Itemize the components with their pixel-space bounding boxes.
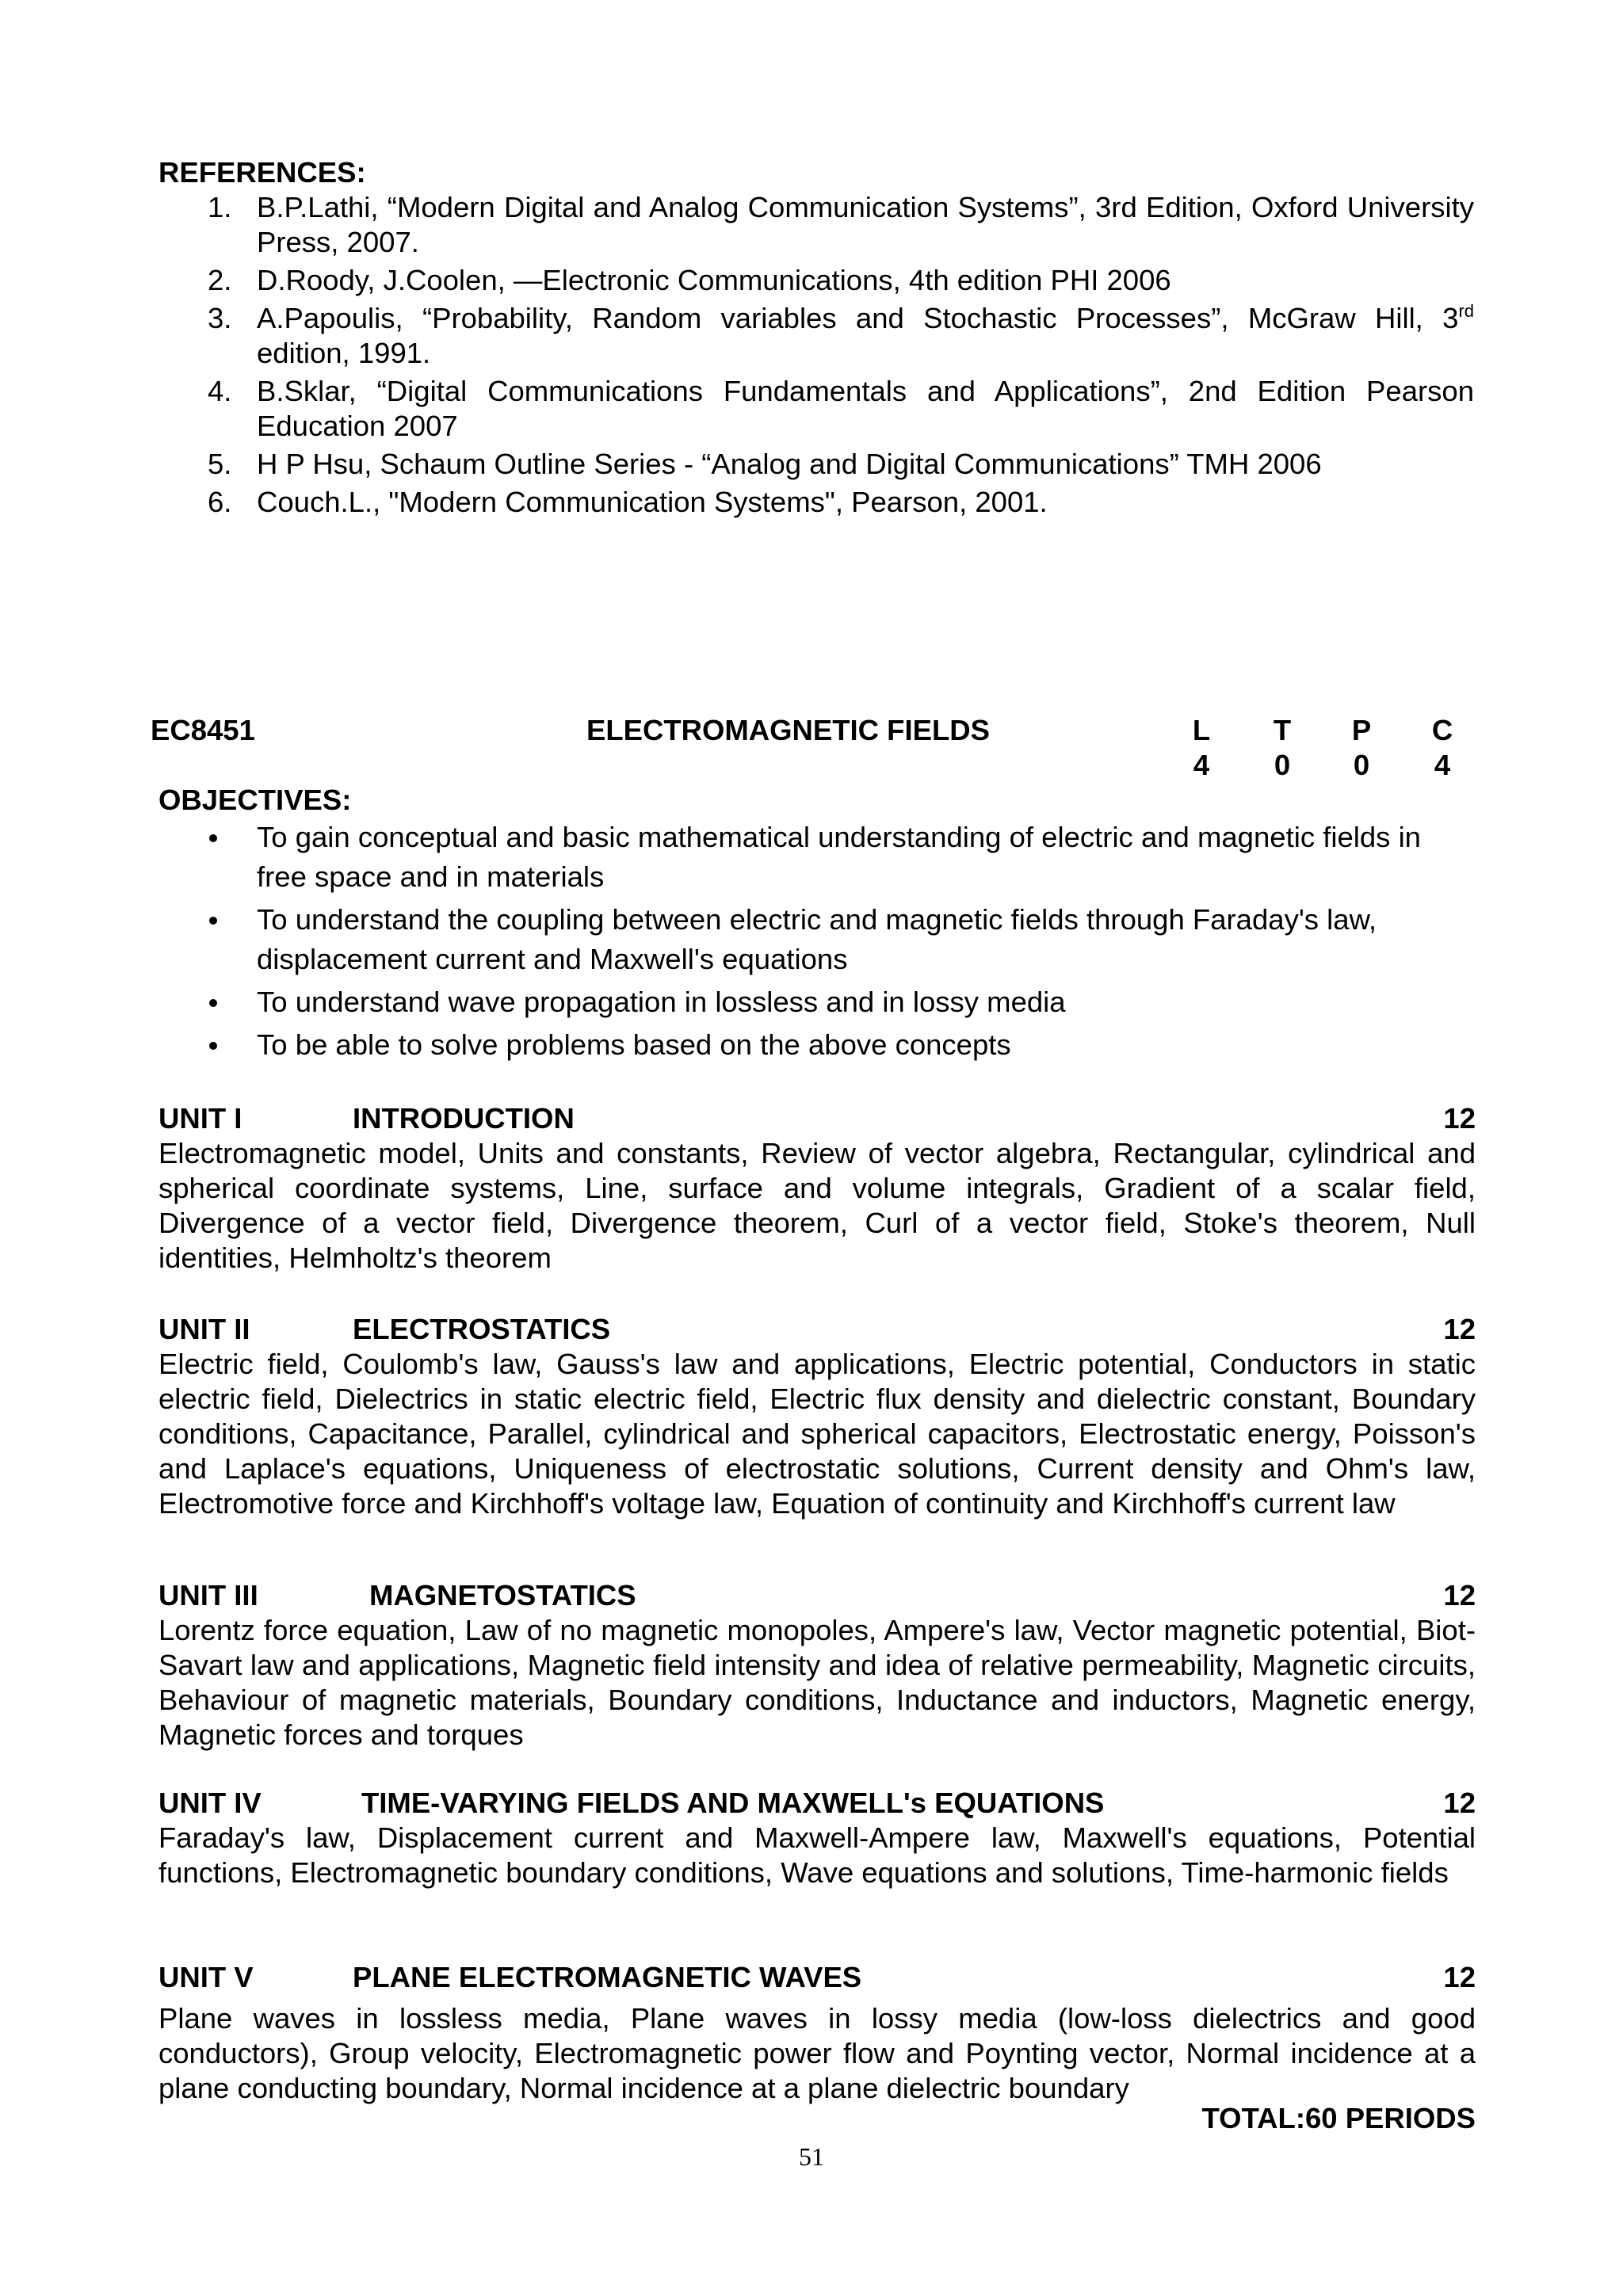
unit-hours: 12 (1443, 1313, 1476, 1345)
reference-item: 6. Couch.L., "Modern Communication Systems", Pearson, 2001. (208, 486, 1048, 518)
unit-header (158, 1578, 1476, 1613)
unit-hours: 12 (1443, 1961, 1476, 1993)
unit-hours: 12 (1443, 1579, 1476, 1611)
references-section (158, 155, 1474, 523)
unit-title: INTRODUCTION (353, 1102, 575, 1135)
unit-section (158, 1312, 1476, 1521)
ltpc-value-c: 4 (1434, 749, 1451, 781)
page-number: 51 (799, 2142, 824, 2171)
course-title: ELECTROMAGNETIC FIELDS (586, 714, 990, 746)
unit-header (158, 1312, 1476, 1347)
unit-section (158, 1101, 1476, 1276)
unit-header (158, 1960, 1476, 1995)
unit-label: UNIT III (158, 1579, 258, 1611)
reference-item: 1. B.P.Lathi, “Modern Digital and Analog Communication Systems”, 3rd Edition, Oxford University Press, 2007. (208, 191, 1474, 258)
unit-section (158, 1578, 1476, 1753)
unit-header (158, 1786, 1476, 1821)
bullet-icon (209, 1042, 217, 1050)
unit-body: Lorentz force equation, Law of no magnetic monopoles, Ampere's law, Vector magnetic potential, Biot-Savart law and applications, Magnetic field intensity and idea of relative permeability, Magnetic circuits, Behaviour of magnetic materials, Boundary conditions, Inductance and inductors, Magnetic energy, Magnetic forces and torques (158, 1614, 1476, 1751)
objectives-section (158, 783, 1474, 1068)
unit-hours: 12 (1443, 1787, 1476, 1819)
objective-item: To be able to solve problems based on the above concepts (158, 1025, 1474, 1065)
objectives-list (158, 818, 1474, 1065)
bullet-icon (209, 834, 217, 842)
unit-label: UNIT II (158, 1313, 250, 1345)
course-header (151, 713, 1482, 783)
reference-item: 2. D.Roody, J.Coolen, —Electronic Communications, 4th edition PHI 2006 (208, 264, 1171, 296)
reference-item: 4. B.Sklar, “Digital Communications Fundamentals and Applications”, 2nd Edition Pearson Education 2007 (208, 375, 1474, 442)
unit-title: ELECTROSTATICS (353, 1313, 611, 1345)
ltpc-value-p: 0 (1353, 749, 1370, 781)
bullet-icon (209, 999, 217, 1007)
unit-section (158, 1960, 1476, 2106)
objectives-heading: OBJECTIVES: (158, 784, 352, 816)
objective-item: To understand wave propagation in lossless and in lossy media (158, 982, 1474, 1022)
unit-title: PLANE ELECTROMAGNETIC WAVES (353, 1961, 862, 1993)
reference-item: 3. A.Papoulis, “Probability, Random variables and Stochastic Processes”, McGraw Hill, 3rd edition, 1991. (208, 301, 1474, 369)
unit-body: Faraday's law, Displacement current and Maxwell-Ampere law, Maxwell's equations, Potential functions, Electromagnetic boundary conditions, Wave equations and solutions, Time-harmonic fields (158, 1821, 1476, 1889)
ltpc-header-l: L (1192, 714, 1211, 746)
total-periods: TOTAL:60 PERIODS (1201, 2102, 1476, 2134)
ltpc-header-t: T (1273, 714, 1292, 746)
references-list (158, 190, 1474, 520)
references-heading: REFERENCES: (158, 156, 366, 189)
ltpc-value-t: 0 (1274, 749, 1291, 781)
objective-item: To understand the coupling between electric and magnetic fields through Faraday's law, displacement current and Maxwell's equations (158, 900, 1474, 979)
ltpc-value-l: 4 (1193, 749, 1210, 781)
course-code: EC8451 (151, 714, 255, 746)
ltpc-header-p: P (1351, 714, 1372, 746)
unit-title: MAGNETOSTATICS (369, 1579, 636, 1611)
unit-body: Electric field, Coulomb's law, Gauss's law and applications, Electric potential, Conductors in static electric field, Dielectrics in static electric field, Electric flux density and dielectric constant, Boundary conditions, Capacitance, Parallel, cylindrical and spherical capacitors, Electrostatic energy, Poisson's and Laplace's equations, Uniqueness of electrostatic solutions, Current density and Ohm's law, Electromotive force and Kirchhoff's voltage law, Equation of continuity and Kirchhoff's current law (158, 1348, 1476, 1520)
unit-title: TIME-VARYING FIELDS AND MAXWELL's EQUATIONS (361, 1787, 1105, 1819)
unit-hours: 12 (1443, 1102, 1476, 1135)
unit-label: UNIT IV (158, 1787, 262, 1819)
bullet-icon (209, 917, 217, 925)
unit-header (158, 1101, 1476, 1136)
unit-label: UNIT I (158, 1102, 242, 1135)
reference-item: 5. H P Hsu, Schaum Outline Series - “Analog and Digital Communications” TMH 2006 (208, 448, 1322, 480)
unit-label: UNIT V (158, 1961, 254, 1993)
objective-item: To gain conceptual and basic mathematical understanding of electric and magnetic fields in free space and in materials (158, 818, 1474, 897)
unit-body: Plane waves in lossless media, Plane waves in lossy media (low-loss dielectrics and good conductors), Group velocity, Electromagnetic power flow and Poynting vector, Normal incidence at a plane conducting boundary, Normal incidence at a plane dielectric boundary (158, 2002, 1476, 2104)
unit-section (158, 1786, 1476, 1890)
unit-body: Electromagnetic model, Units and constants, Review of vector algebra, Rectangular, cylindrical and spherical coordinate systems, Line, surface and volume integrals, Gradient of a scalar field, Divergence of a vector field, Divergence theorem, Curl of a vector field, Stoke's theorem, Null identities, Helmholtz's theorem (158, 1137, 1476, 1274)
ltpc-header-c: C (1431, 714, 1453, 746)
superscript: rd (1458, 301, 1474, 321)
